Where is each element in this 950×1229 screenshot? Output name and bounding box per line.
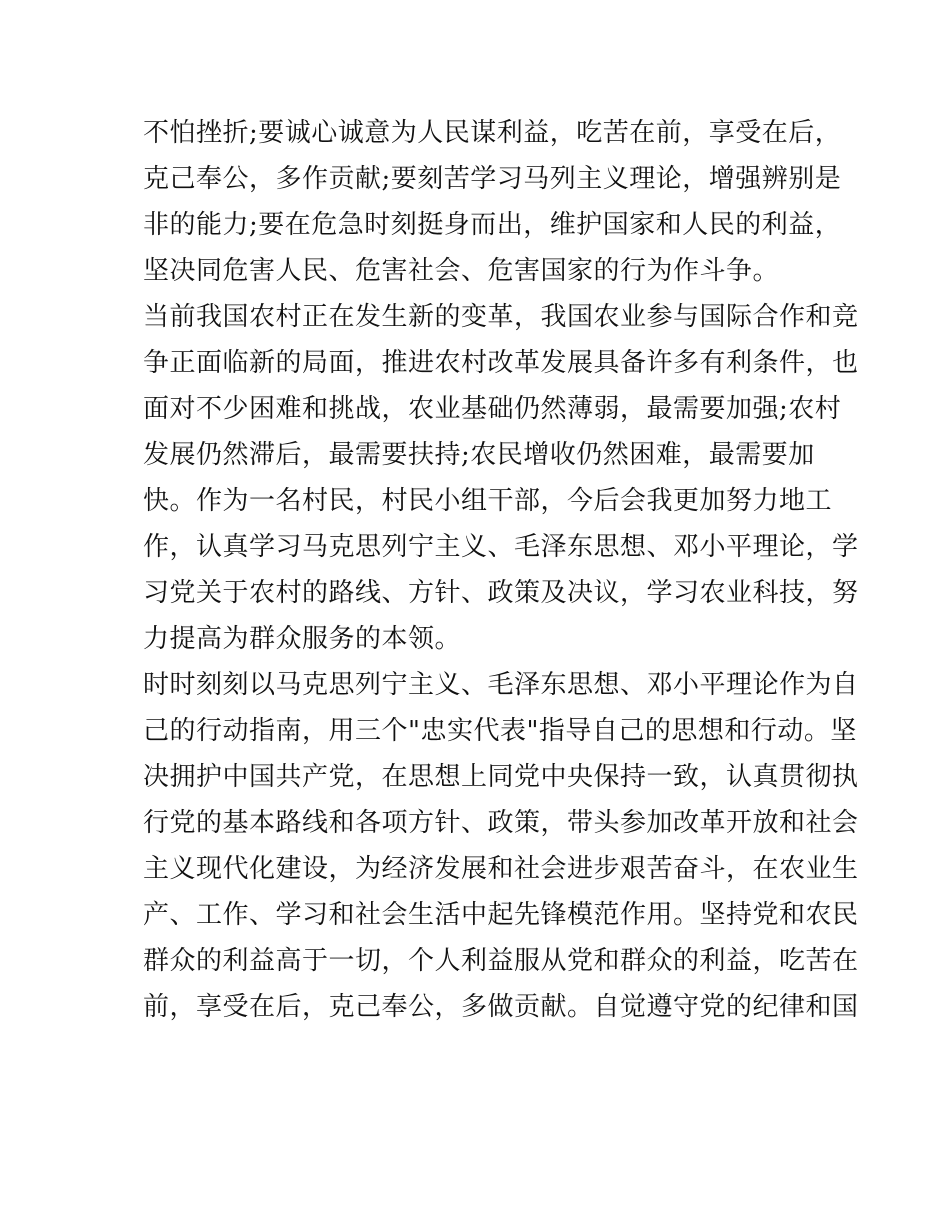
text-line: 面对不少困难和挑战，农业基础仍然薄弱，最需要加强;农村 (143, 394, 842, 424)
text-line: 力提高为群众服务的本领。 (143, 624, 462, 654)
text-line: 己的行动指南，用三个"忠实代表"指导自己的思想和行动。坚 (143, 716, 857, 746)
text-line: 前，享受在后，克己奉公，多做贡献。自觉遵守党的纪律和国 (143, 992, 859, 1022)
text-line: 习党关于农村的路线、方针、政策及决议，学习农业科技，努 (143, 578, 859, 608)
text-line: 主义现代化建设，为经济发展和社会进步艰苦奋斗，在农业生 (143, 854, 859, 884)
text-line: 快。作为一名村民，村民小组干部，今后会我更加努力地工 (143, 486, 833, 516)
text-line: 作，认真学习马克思列宁主义、毛泽东思想、邓小平理论，学 (143, 532, 859, 562)
text-line: 争正面临新的局面，推进农村改革发展具备许多有利条件，也 (143, 348, 859, 378)
text-line: 产、工作、学习和社会生活中起先锋模范作用。坚持党和农民 (143, 900, 859, 930)
text-line: 决拥护中国共产党，在思想上同党中央保持一致，认真贯彻执 (143, 762, 859, 792)
text-line: 行党的基本路线和各项方针、政策，带头参加改革开放和社会 (143, 808, 859, 838)
text-line: 不怕挫折;要诚心诚意为人民谋利益，吃苦在前，享受在后， (143, 118, 842, 148)
text-line: 坚决同危害人民、危害社会、危害国家的行为作斗争。 (143, 256, 780, 286)
text-line: 非的能力;要在危急时刻挺身而出，维护国家和人民的利益， (143, 210, 842, 240)
text-line: 发展仍然滞后，最需要扶持;农民增收仍然困难，最需要加 (143, 440, 815, 470)
document-body (143, 110, 859, 1030)
text-line: 群众的利益高于一切，个人利益服从党和群众的利益，吃苦在 (143, 946, 859, 976)
text-line: 时时刻刻以马克思列宁主义、毛泽东思想、邓小平理论作为自 (143, 670, 859, 700)
text-line: 克己奉公，多作贡献;要刻苦学习马列主义理论，增强辨别是 (143, 164, 842, 194)
text-line: 当前我国农村正在发生新的变革，我国农业参与国际合作和竞 (143, 302, 859, 332)
